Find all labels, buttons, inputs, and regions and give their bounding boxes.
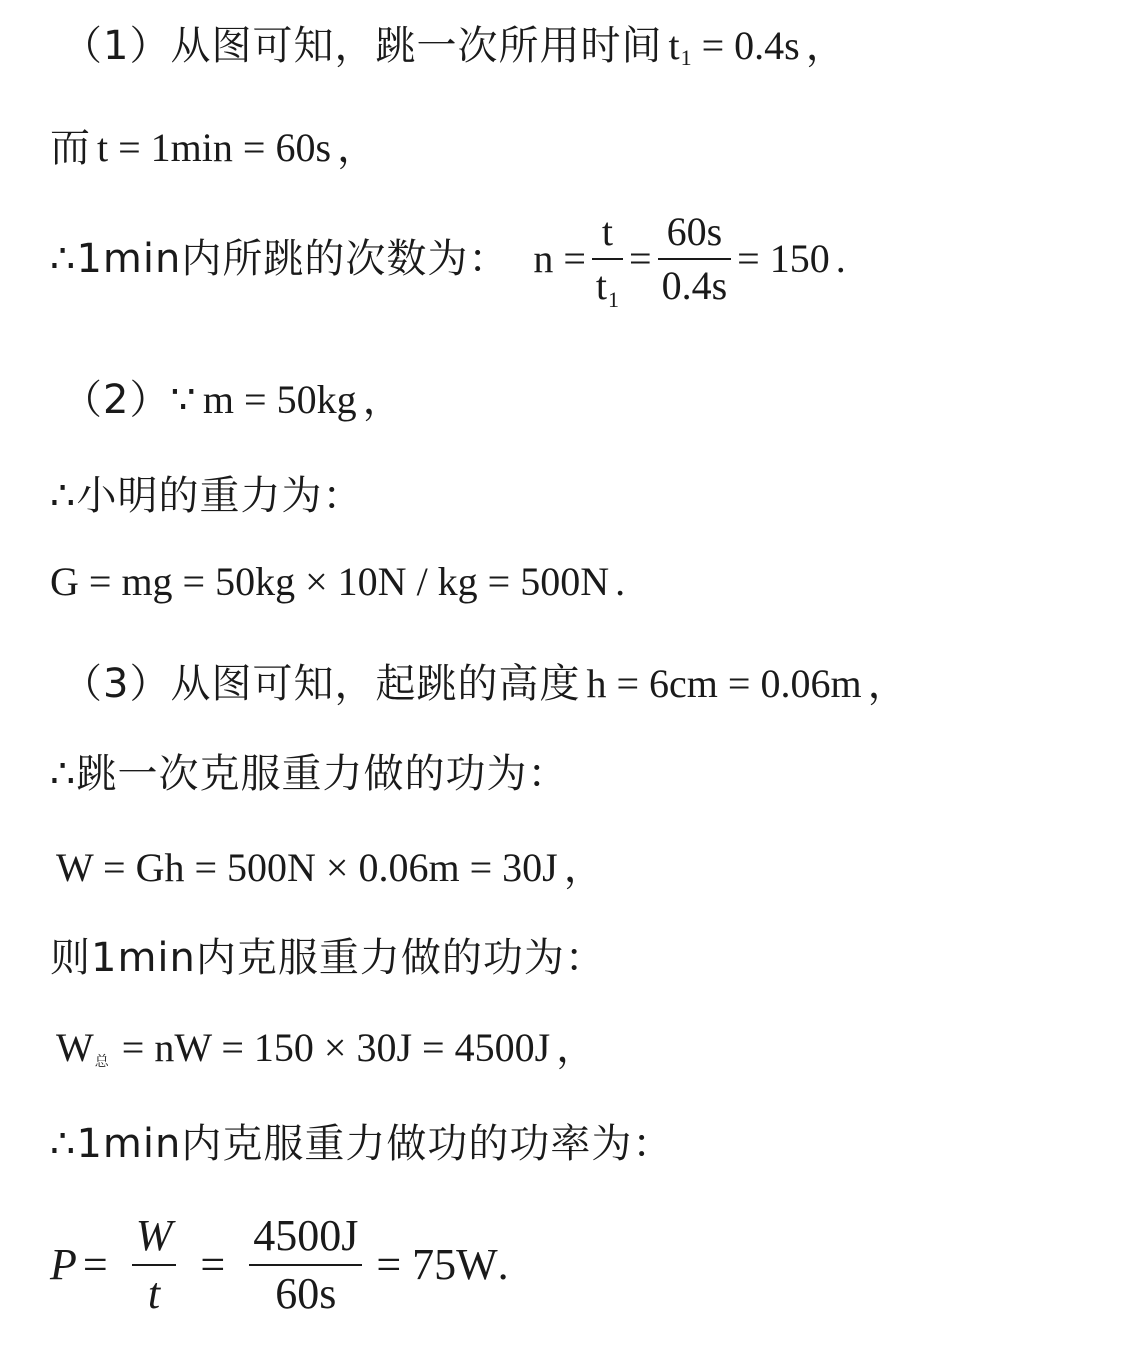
punctuation: ，: [805, 23, 847, 69]
fraction-t-over-t1: [592, 209, 623, 312]
t1-value: = 0.4s: [701, 23, 800, 68]
equals: =: [629, 236, 652, 281]
step3-power-calc: [50, 1211, 509, 1318]
numerator: t: [601, 209, 614, 254]
gravity-expr: G = mg = 50kg × 10N / kg = 500N: [50, 559, 610, 604]
w-total-var: W: [56, 1025, 94, 1070]
w-total-sub: 总: [94, 1054, 110, 1070]
punctuation: ，: [362, 377, 404, 423]
denominator: $t_1$: [595, 263, 620, 312]
punctuation: ，: [337, 125, 379, 171]
step3-total-work-label: [50, 935, 606, 981]
step2-mass: [62, 377, 404, 423]
step3-work-calc: [50, 845, 605, 891]
step3-text: （3）从图可知，起跳的高度: [62, 661, 581, 707]
t1-var: t: [668, 23, 680, 68]
total-time-expr: t = 1min = 60s: [97, 125, 332, 170]
work-label-text: ∴跳一次克服重力做的功为：: [50, 751, 569, 797]
step2-text: （2）∵: [62, 377, 197, 423]
punctuation: .: [497, 1240, 509, 1289]
numerator: 60s: [666, 209, 723, 254]
punctuation: .: [615, 559, 626, 604]
gravity-label-text: ∴小明的重力为：: [50, 473, 364, 519]
step1-time-per-jump: [62, 23, 847, 70]
total-work-label-text: 则1min内克服重力做的功为：: [50, 935, 606, 981]
equals: =: [200, 1240, 226, 1289]
punctuation: ，: [563, 845, 605, 891]
step2-gravity-label: [50, 473, 364, 519]
power-var: P: [50, 1240, 77, 1289]
step3-power-label: [50, 1121, 674, 1167]
denominator: 0.4s: [661, 263, 728, 308]
fraction-4500j-over-60s: [249, 1211, 362, 1318]
n-value: = 150: [737, 236, 830, 281]
power-value: = 75W: [376, 1240, 498, 1289]
t1-sub: 1: [680, 45, 692, 70]
step2-gravity-calc: [50, 559, 626, 604]
numerator: W: [135, 1211, 173, 1260]
equals: =: [82, 1240, 108, 1289]
total-work-expr: = nW = 150 × 30J = 4500J: [121, 1025, 551, 1070]
n-lhs: n =: [533, 236, 586, 281]
punctuation: ，: [556, 1025, 598, 1071]
punctuation: ，: [867, 661, 909, 707]
fraction-w-over-t: [132, 1211, 177, 1318]
power-label-text: ∴1min内克服重力做功的功率为：: [50, 1121, 674, 1167]
punctuation: .: [835, 236, 846, 281]
fraction-60s-over-0.4s: [658, 209, 732, 308]
conj-text: 而: [50, 125, 91, 171]
work-expr: W = Gh = 500N × 0.06m = 30J: [56, 845, 558, 890]
jump-count-text: ∴1min内所跳的次数为：: [50, 236, 510, 282]
denominator: t: [147, 1269, 161, 1318]
denominator: 60s: [275, 1269, 337, 1318]
step1-total-time: [50, 125, 379, 171]
mass-expr: m = 50kg: [202, 377, 357, 422]
step1-text: （1）从图可知，跳一次所用时间: [62, 23, 663, 69]
height-expr: h = 6cm = 0.06m: [586, 661, 862, 706]
step3-total-work-calc: [50, 1025, 598, 1071]
step3-height: [62, 661, 909, 707]
step3-work-label: [50, 751, 569, 797]
numerator: 4500J: [253, 1211, 359, 1260]
step1-jump-count: [50, 209, 846, 312]
